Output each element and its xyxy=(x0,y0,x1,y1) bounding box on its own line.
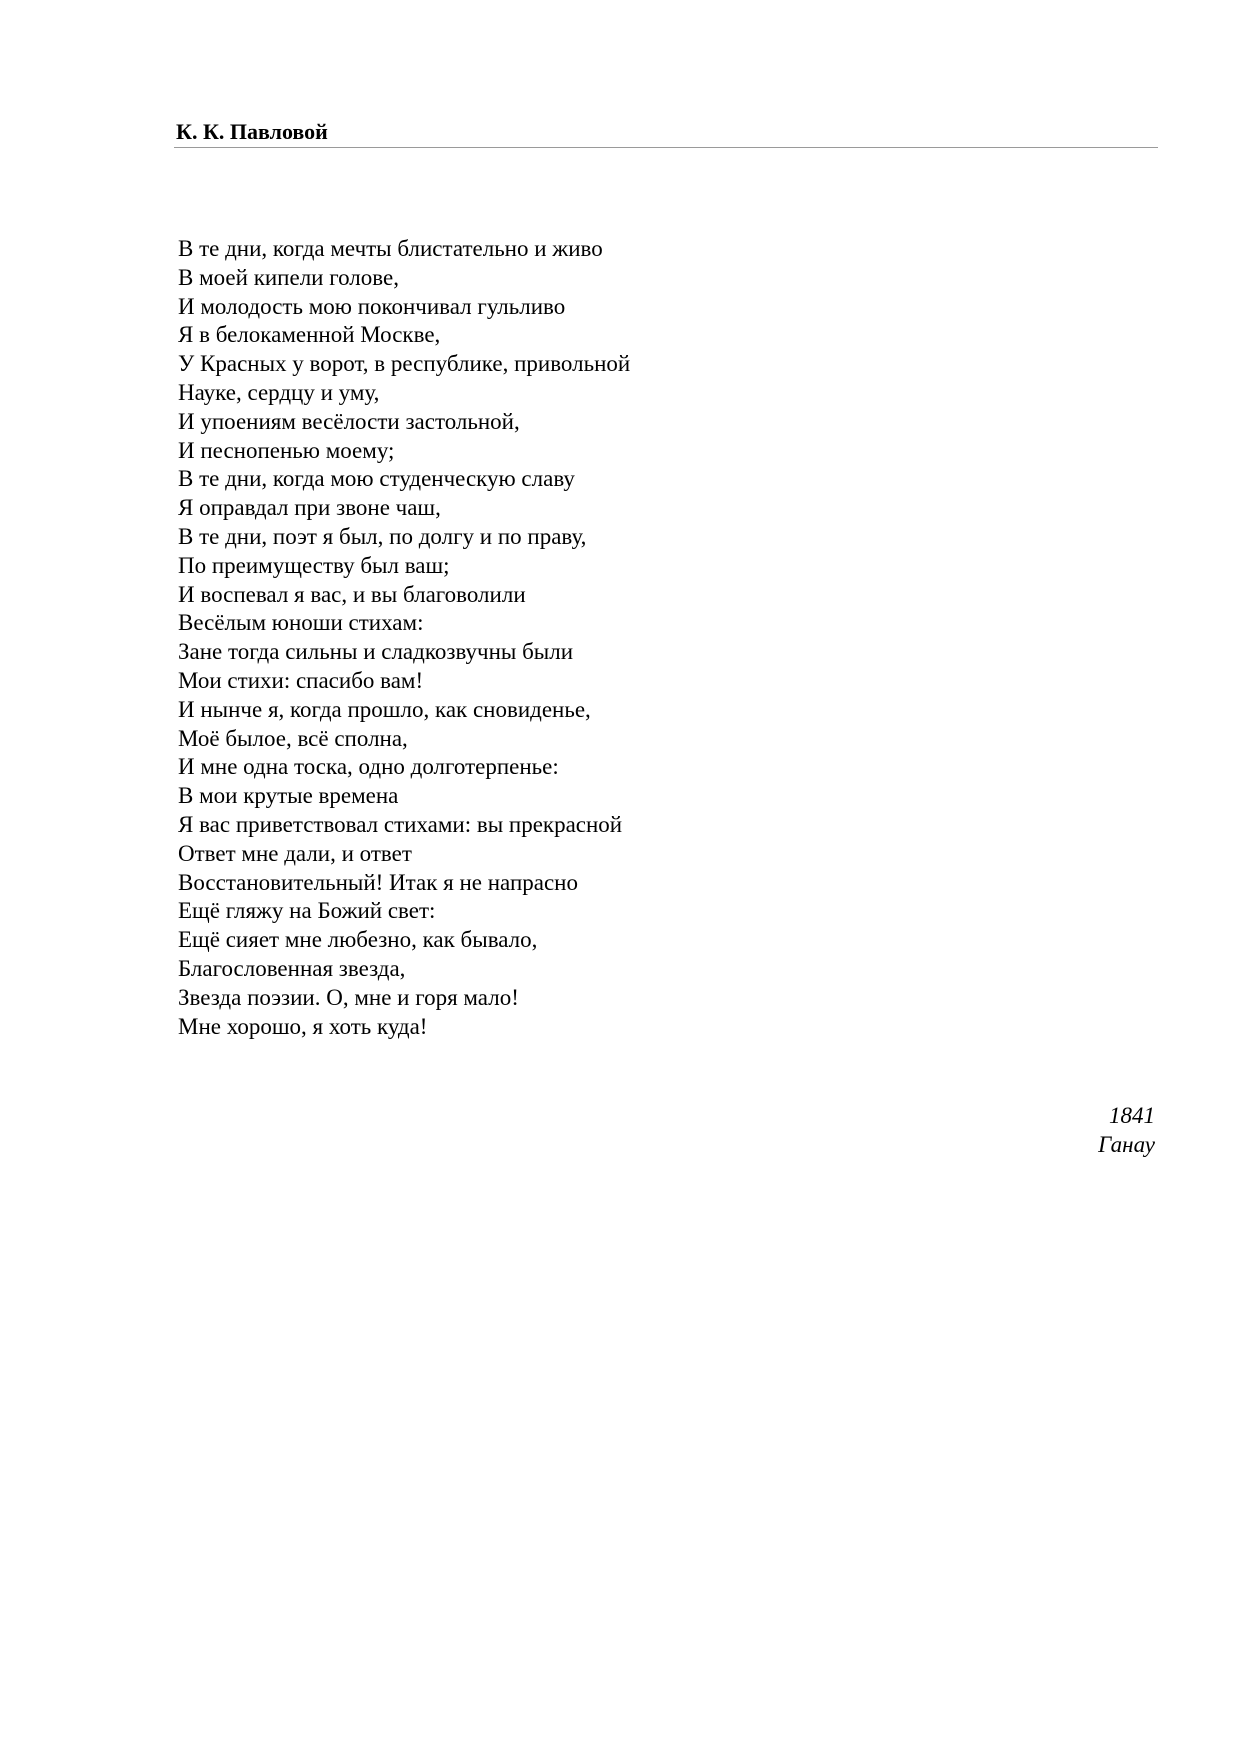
poem-line: Я в белокаменной Москве, xyxy=(178,322,441,348)
poem-line: Благословенная звезда, xyxy=(178,955,406,981)
poem-line: И мне одна тоска, одно долготерпенье: xyxy=(178,754,559,780)
poem-line: И нынче я, когда прошло, как сновиденье, xyxy=(178,696,591,722)
poem-line: В те дни, когда мою студенческую славу xyxy=(178,466,575,492)
poem-line: Науке, сердцу и уму, xyxy=(178,379,380,405)
poem-line: И песнопенью моему; xyxy=(178,437,395,463)
poem-line: Звезда поэзии. О, мне и горя мало! xyxy=(178,984,519,1010)
poem-line: Ещё сияет мне любезно, как бывало, xyxy=(178,927,538,953)
poem-line: Ещё гляжу на Божий свет: xyxy=(178,898,436,924)
poem-line: Я оправдал при звоне чаш, xyxy=(178,495,441,521)
poem-line: Ответ мне дали, и ответ xyxy=(178,840,412,866)
poem-line: В моей кипели голове, xyxy=(178,264,399,290)
poem-line: Я вас приветствовал стихами: вы прекрасной xyxy=(178,811,623,837)
poem-line: В мои крутые времена xyxy=(178,783,399,809)
header-title: К. К. Павловой xyxy=(176,119,328,144)
poem-line: В те дни, поэт я был, по долгу и по праву, xyxy=(178,523,587,549)
poem-line: И воспевал я вас, и вы благоволили xyxy=(178,581,526,607)
poem-signature xyxy=(1098,1102,1155,1159)
signature-place: Ганау xyxy=(1098,1131,1155,1157)
poem-line: Моё былое, всё сполна, xyxy=(178,725,408,751)
signature-year: 1841 xyxy=(1109,1103,1155,1128)
poem-line: Восстановительный! Итак я не напрасно xyxy=(178,869,578,895)
poem-line: Весёлым юноши стихам: xyxy=(178,610,424,636)
poem-line: Зане тогда сильны и сладкозвучны были xyxy=(178,639,574,665)
poem-line: Мои стихи: спасибо вам! xyxy=(178,667,424,693)
poem-line: По преимуществу был ваш; xyxy=(178,552,450,578)
poem-line: В те дни, когда мечты блистательно и живо xyxy=(178,236,603,261)
poem-line: И упоениям весёлости застольной, xyxy=(178,408,520,434)
poem-line: У Красных у ворот, в республике, привольной xyxy=(178,351,631,377)
poem-line: И молодость мою покончивал гульливо xyxy=(178,293,566,319)
poem-line: Мне хорошо, я хоть куда! xyxy=(178,1013,428,1039)
poem-body xyxy=(178,235,1078,1041)
page-header xyxy=(174,118,1158,148)
